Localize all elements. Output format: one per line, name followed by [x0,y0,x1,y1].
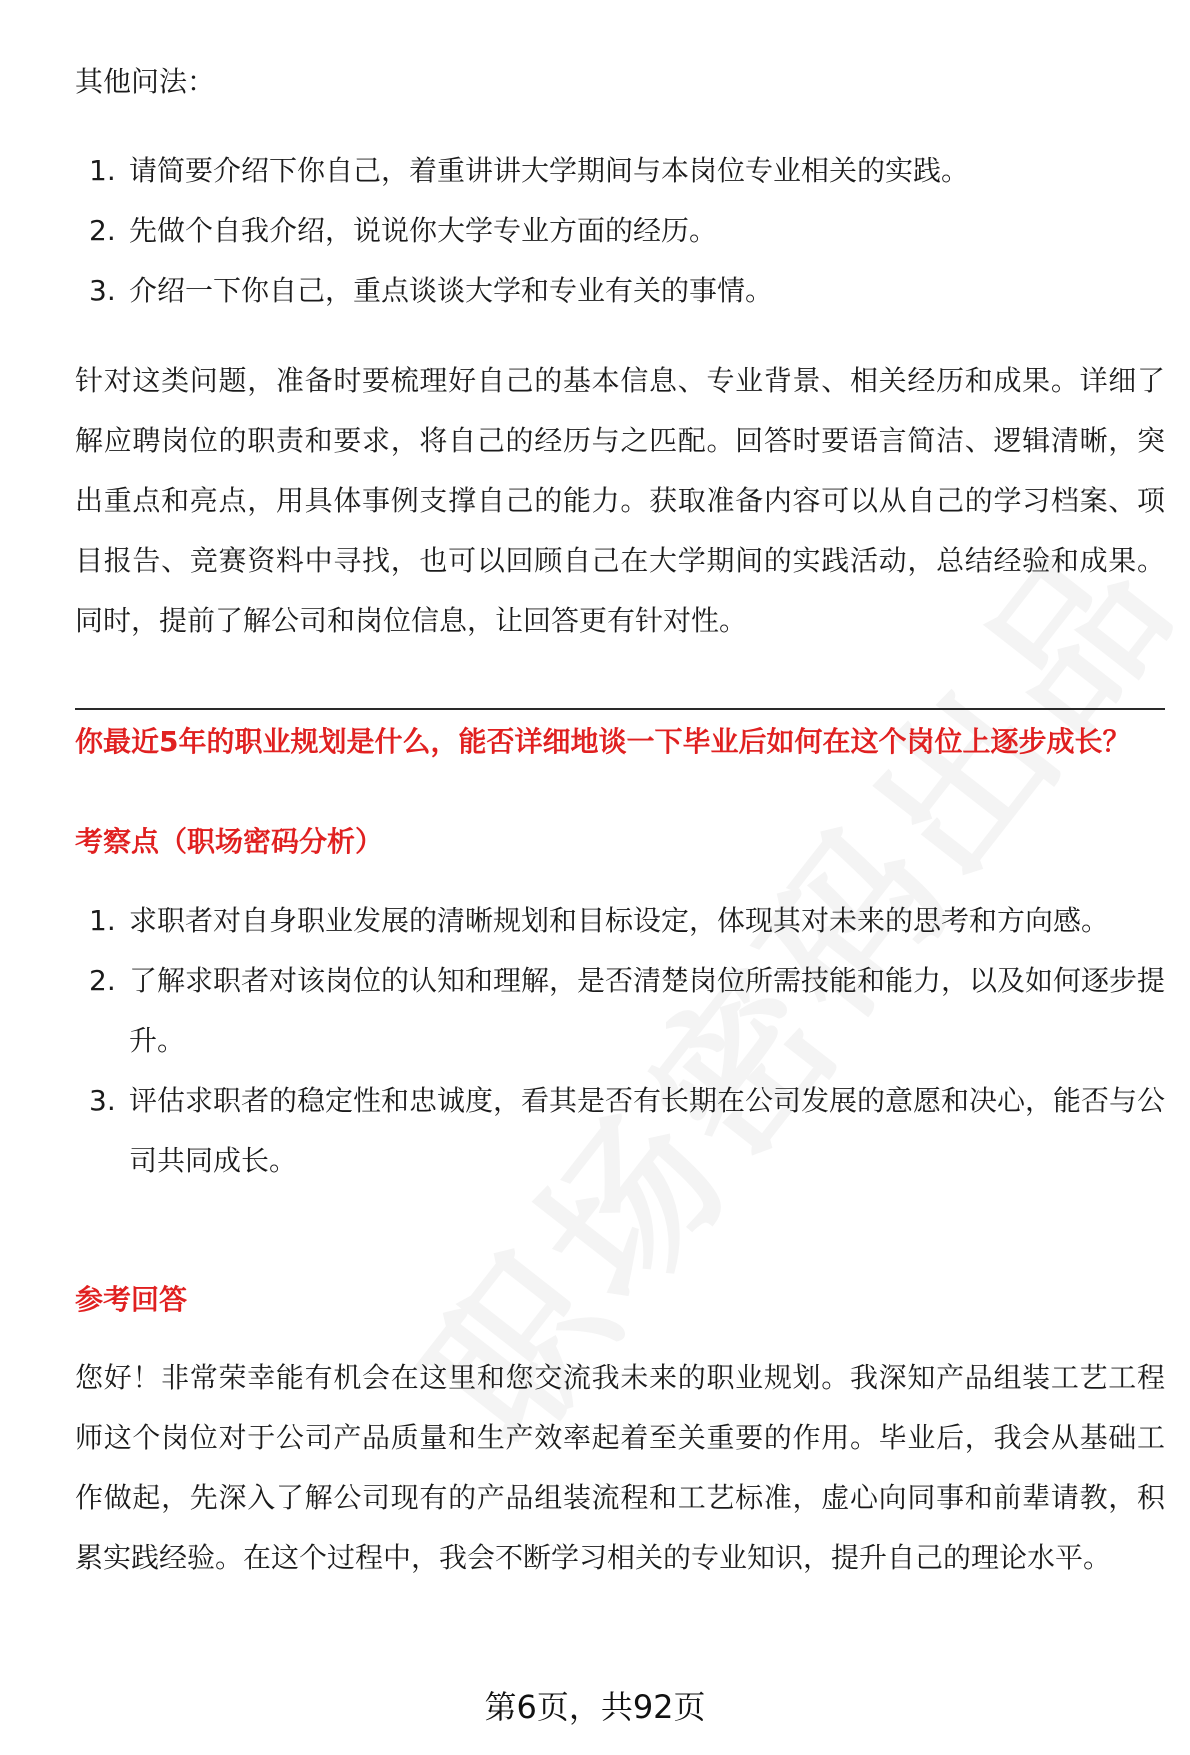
list-number: 2. [89,964,116,997]
list-item [75,1071,1165,1191]
list-item-text: 求职者对自身职业发展的清晰规划和目标设定，体现其对未来的思考和方向感。 [129,904,1110,937]
preparation-paragraph: 针对这类问题，准备时要梳理好自己的基本信息、专业背景、相关经历和成果。详细了解应聘岗位的职责和要求，将自己的经历与之匹配。回答时要语言简洁、逻辑清晰，突出重点和亮点，用具体事例支撑自己的能力。获取准备内容可以从自己的学习档案、项目报告、竞赛资料中寻找，也可以回顾自己在大学期间的实践活动，总结经验和成果。同时，提前了解公司和岗位信息，让回答更有针对性。 [75,364,1165,637]
list-item [75,951,1165,1071]
analysis-list [75,891,1165,1191]
list-item [75,891,1165,951]
list-item [75,261,1165,321]
section-divider [75,708,1165,710]
other-questions-lead: 其他问法： [75,65,216,98]
list-number: 2. [89,214,116,247]
list-number: 1. [89,904,116,937]
analysis-heading: 考察点（职场密码分析） [75,825,384,858]
list-number: 3. [89,274,116,307]
list-item [75,141,1165,201]
list-item-text: 请简要介绍下你自己，着重讲讲大学期间与本岗位专业相关的实践。 [129,154,970,187]
answer-heading: 参考回答 [75,1283,188,1316]
list-item-text: 介绍一下你自己，重点谈谈大学和专业有关的事情。 [129,274,774,307]
list-number: 1. [89,154,116,187]
question-title: 你最近5年的职业规划是什么，能否详细地谈一下毕业后如何在这个岗位上逐步成长？ [75,725,1131,758]
list-item [75,201,1165,261]
list-item-text: 评估求职者的稳定性和忠诚度，看其是否有长期在公司发展的意愿和决心，能否与公司共同成长。 [129,1084,1166,1177]
list-item-text: 了解求职者对该岗位的认知和理解，是否清楚岗位所需技能和能力，以及如何逐步提升。 [129,964,1166,1057]
answer-paragraph: 您好！非常荣幸能有机会在这里和您交流我未来的职业规划。我深知产品组装工艺工程师这个岗位对于公司产品质量和生产效率起着至关重要的作用。毕业后，我会从基础工作做起，先深入了解公司现有的产品组装流程和工艺标准，虚心向同事和前辈请教，积累实践经验。在这个过程中，我会不断学习相关的专业知识，提升自己的理论水平。 [75,1361,1165,1574]
list-number: 3. [89,1084,116,1117]
other-questions-list [75,141,1165,321]
list-item-text: 先做个自我介绍，说说你大学专业方面的经历。 [129,214,718,247]
page-indicator: 第6页，共92页 [484,1688,706,1726]
